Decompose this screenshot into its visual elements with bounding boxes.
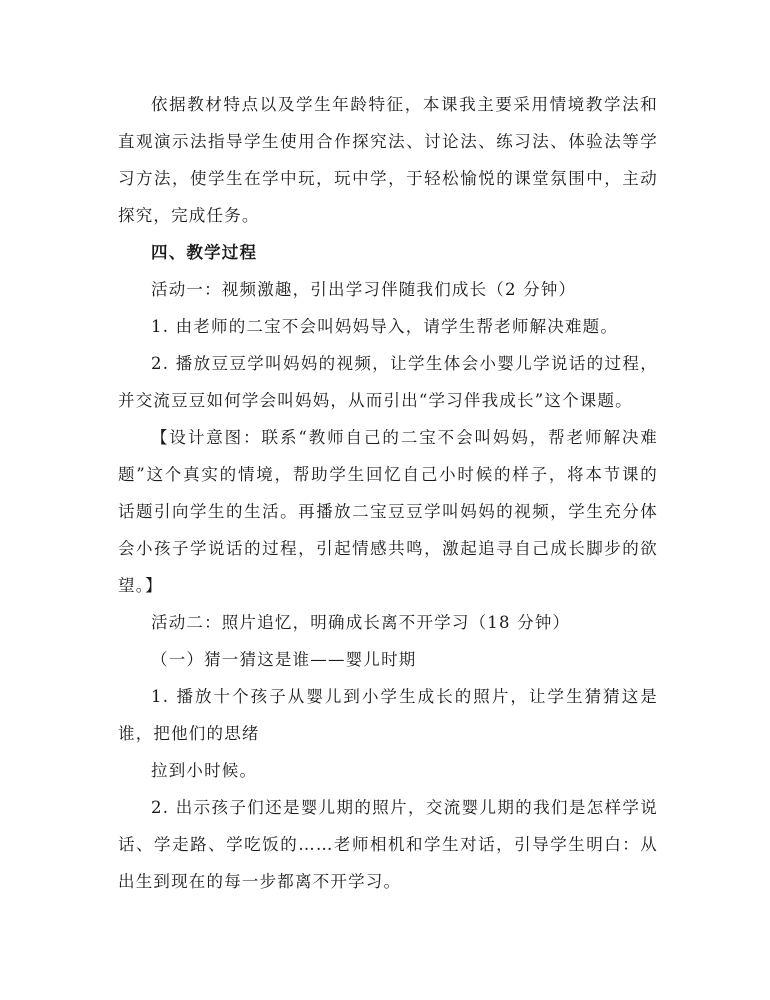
activity-1-step-2: 2. 播放豆豆学叫妈妈的视频，让学生体会小婴儿学说话的过程，并交流豆豆如何学会叫妈妈，从而引出“学习伴我成长”这个课题。 [118,354,658,410]
method-summary-paragraph: 依据教材特点以及学生年龄特征，本课我主要采用情境教学法和直观演示法指导学生使用合作探究法、讨论法、练习法、体验法等学习方法，使学生在学中玩，玩中学，于轻松愉悦的课堂氛围中，主动探究，完成任务。 [118,95,658,225]
activity-2-subheading: （一）猜一猜这是谁——婴儿时期 [151,650,417,669]
activity-2-step-1: 1. 播放十个孩子从婴儿到小学生成长的照片，让学生猜猜这是谁，把他们的思绪 [118,687,658,743]
activity-1-title: 活动一：视频激趣，引出学习伴随我们成长（2 分钟） [151,280,577,299]
activity-1-step-1: 1. 由老师的二宝不会叫妈妈导入，请学生帮老师解决难题。 [151,317,619,336]
activity-2-step-1-continuation: 拉到小时候。 [151,761,258,780]
activity-2-title: 活动二：照片追忆，明确成长离不开学习（18 分钟） [151,613,571,632]
document-body [118,86,658,900]
section-heading: 四、教学过程 [151,243,258,262]
design-intent-paragraph: 【设计意图：联系“教师自己的二宝不会叫妈妈，帮老师解决难题”这个真实的情境，帮助学生回忆自己小时候的样子，将本节课的话题引向学生的生活。再播放二宝豆豆学叫妈妈的视频，学生充分体会小孩子学说话的过程，引起情感共鸣，激起追寻自己成长脚步的欲望。】 [118,428,658,595]
activity-2-step-2: 2. 出示孩子们还是婴儿期的照片，交流婴儿期的我们是怎样学说话、学走路、学吃饭的……老师相机和学生对话，引导学生明白：从出生到现在的每一步都离不开学习。 [118,798,658,891]
